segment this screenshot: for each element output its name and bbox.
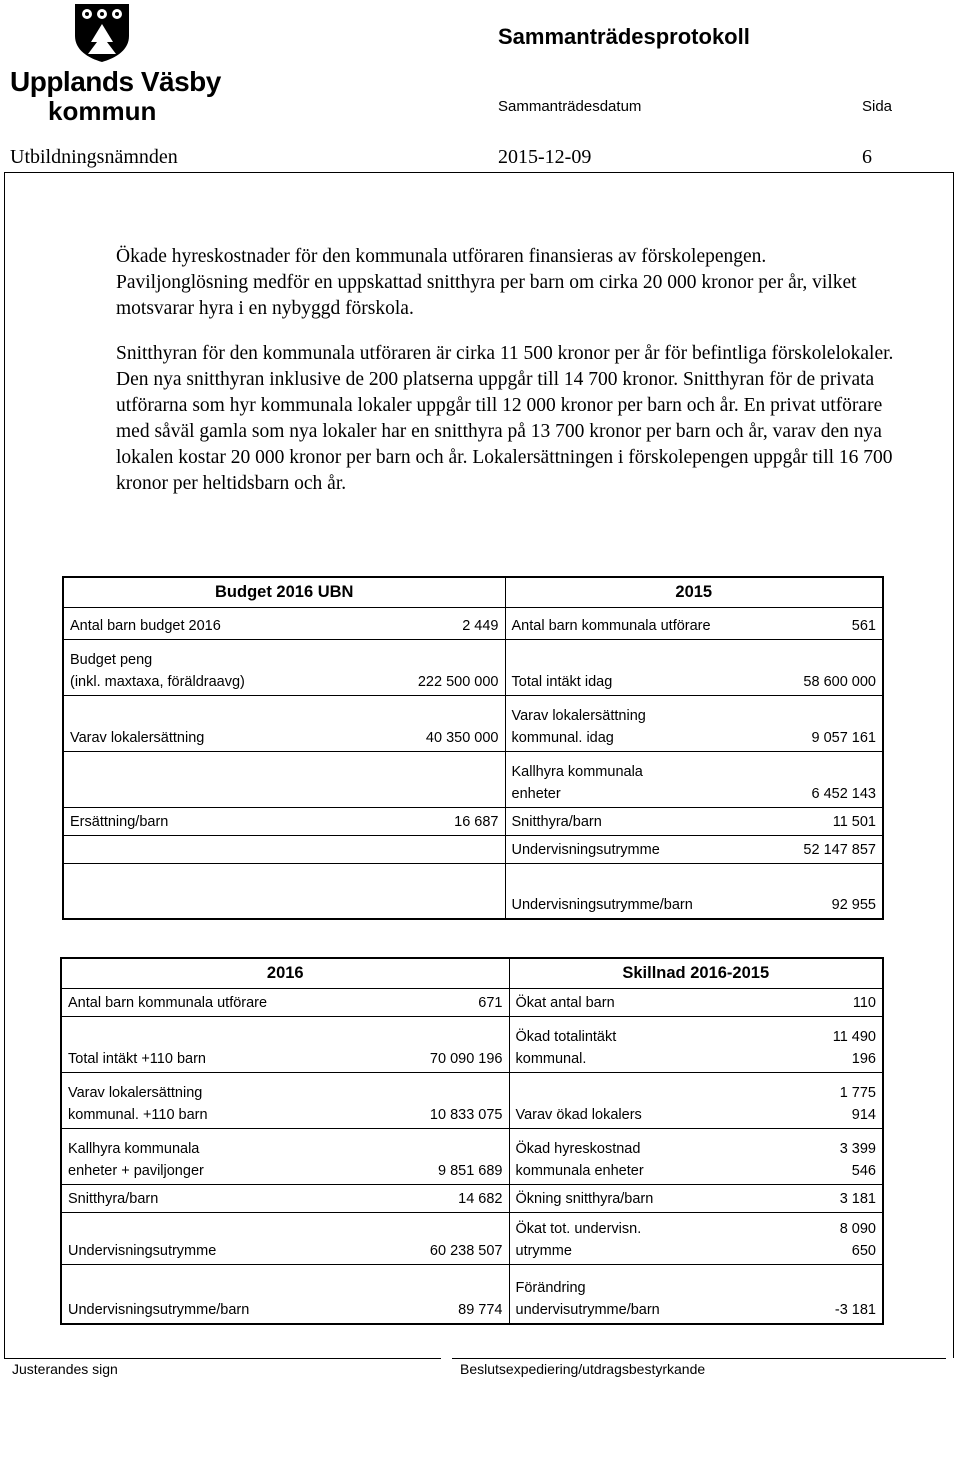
table-row: Undervisningsutrymme 52 147 857: [63, 835, 883, 863]
table1-header-left: Budget 2016 UBN: [63, 577, 505, 607]
municipality-logo: [8, 2, 221, 126]
table-row: Kallhyra kommunala enheter 6 452 143: [63, 751, 883, 807]
table-row: Undervisningsutrymme 60 238 507 Ökat tot. undervisn. 8 090 utrymme 650: [61, 1212, 883, 1264]
meeting-date-label: Sammanträdesdatum: [498, 98, 642, 115]
logo-subtitle: kommun: [48, 96, 157, 126]
certification-rule: [452, 1358, 946, 1359]
coat-of-arms-icon: [72, 2, 132, 64]
page-label: Sida: [862, 98, 893, 115]
signature-label: Justerandes sign: [12, 1361, 118, 1377]
table2-header-right: Skillnad 2016-2015: [509, 958, 883, 988]
paragraph-average-rent: Snitthyran för den kommunala utföraren är cirka 11 500 kronor per år för befintliga förskolelokaler. Den nya snitthyran inklusive de 200 platserna uppgår till 14 700 kronor. Snitthyran för de privata utförarna som hyr kommunala lokaler uppgår till 12 000 kronor per barn och år. En privat utförare med såväl gamla som nya lokaler har en snitthyra på 13 700 kronor per barn och år, varav den nya lokalen kostar 20 000 kronor per barn och år. Lokalersättningen i förskolepengen uppgår till 16 700 kronor per heltidsbarn och år.: [116, 343, 894, 494]
table-row: Antal barn kommunala utförare 671 Ökat antal barn 110: [61, 988, 883, 1016]
table-row: Undervisningsutrymme/barn 89 774 Förändring undervisutrymme/barn -3 181: [61, 1264, 883, 1324]
table1-header-right: 2015: [505, 577, 883, 607]
table-row: Ersättning/barn 16 687 Snitthyra/barn 11 501: [63, 807, 883, 835]
table-row: Antal barn budget 2016 2 449 Antal barn kommunala utförare 561: [63, 607, 883, 639]
table-row: Total intäkt +110 barn 70 090 196 Ökad totalintäkt 11 490 kommunal. 196: [61, 1016, 883, 1072]
table-row: Varav lokalersättning kommunal. +110 barn 10 833 075 1 775 Varav ökad lokalers 914: [61, 1072, 883, 1128]
logo-name: Upplands Väsby: [10, 66, 221, 97]
committee-name: Utbildningsnämnden: [10, 146, 178, 168]
comparison-2016-table: [60, 957, 884, 1325]
table-row: Undervisningsutrymme/barn 92 955: [63, 863, 883, 919]
table-row: Snitthyra/barn 14 682 Ökning snitthyra/barn 3 181: [61, 1184, 883, 1212]
signature-rule: [4, 1358, 441, 1359]
paragraph-rent-financing: Ökade hyreskostnader för den kommunala utföraren finansieras av förskolepengen. Paviljonglösning medför en uppskattad snitthyra per barn om cirka 20 000 kronor per år, vilket motsvarar hyra i en nybyggd förskola.: [116, 246, 857, 319]
page-number: 6: [862, 146, 872, 168]
meeting-date: 2015-12-09: [498, 146, 592, 168]
table-row: Kallhyra kommunala enheter + paviljonger 9 851 689 Ökad hyreskostnad 3 399 kommunala enheter 546: [61, 1128, 883, 1184]
certification-label: Beslutsexpediering/utdragsbestyrkande: [460, 1361, 706, 1377]
document-title: Sammanträdesprotokoll: [498, 24, 750, 49]
budget-2016-ubn-table: [62, 576, 884, 920]
table2-header-left: 2016: [61, 958, 509, 988]
body-text: [116, 244, 896, 516]
table-row: Varav lokalersättning 40 350 000 Varav lokalersättning kommunal. idag 9 057 161: [63, 695, 883, 751]
table-row: Budget peng (inkl. maxtaxa, föräldraavg) 222 500 000 Total intäkt idag 58 600 000: [63, 639, 883, 695]
